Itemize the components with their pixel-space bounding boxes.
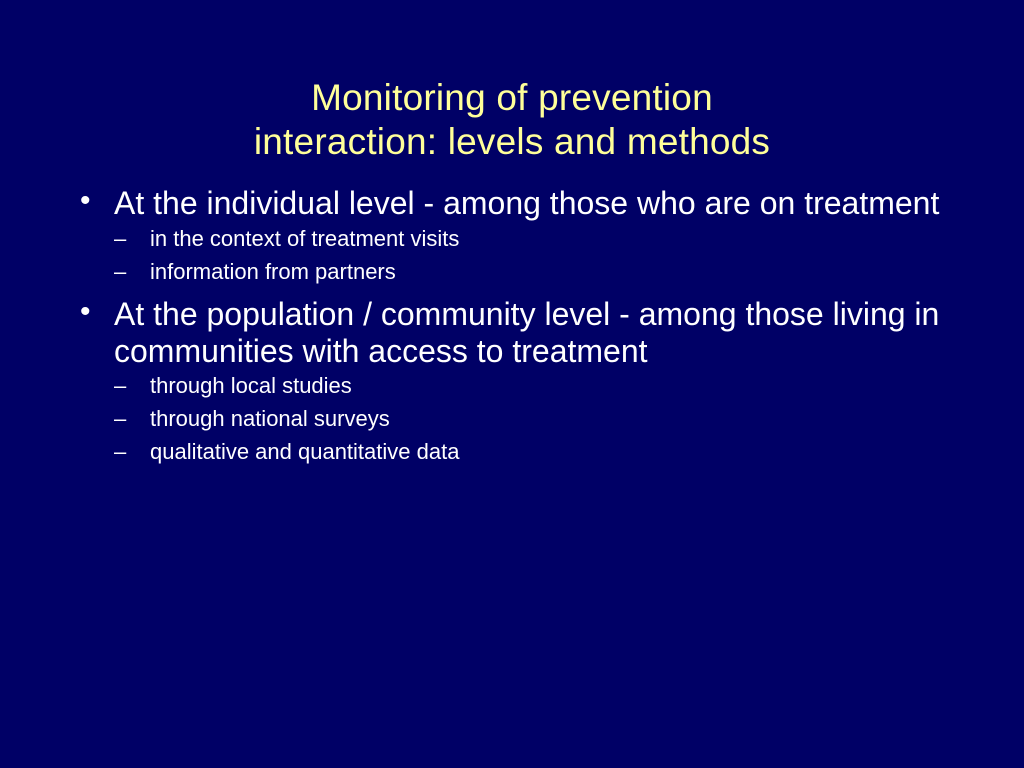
bullet-level-2 [62,259,984,286]
list-item [62,296,984,466]
bullet-level-2-text: through national surveys [150,406,390,432]
page-title [0,0,1024,163]
sub-list [62,226,984,286]
dash-glyph-icon: – [114,373,127,399]
bullet-level-2-text: information from partners [150,258,396,284]
bullet-level-2-text: qualitative and quantitative data [150,439,460,465]
page-title-line-1: Monitoring of prevention [311,77,713,118]
bullet-level-1-text: At the individual level - among those who are on treatment [114,185,940,222]
bullet-level-2-text: in the context of treatment visits [150,226,460,252]
bullet-level-1 [62,185,984,222]
bullet-level-2 [62,439,984,466]
list-item [62,185,984,285]
page-title-line-2: interaction: levels and methods [253,120,771,162]
dash-glyph-icon: – [114,406,127,432]
bullet-level-1 [62,296,984,370]
bullet-glyph-icon: • [80,294,91,328]
slide-body [0,185,1024,466]
bullet-level-1-text: At the population / community level - among those living in communities with access to treatment [114,295,940,369]
sub-list [62,373,984,465]
bullet-level-2 [62,406,984,433]
dash-glyph-icon: – [114,226,127,252]
bullet-level-2 [62,373,984,400]
dash-glyph-icon: – [114,439,127,465]
bullet-glyph-icon: • [80,184,91,218]
bullet-level-2 [62,226,984,253]
dash-glyph-icon: – [114,258,127,284]
bullet-level-2-text: through local studies [150,373,352,399]
